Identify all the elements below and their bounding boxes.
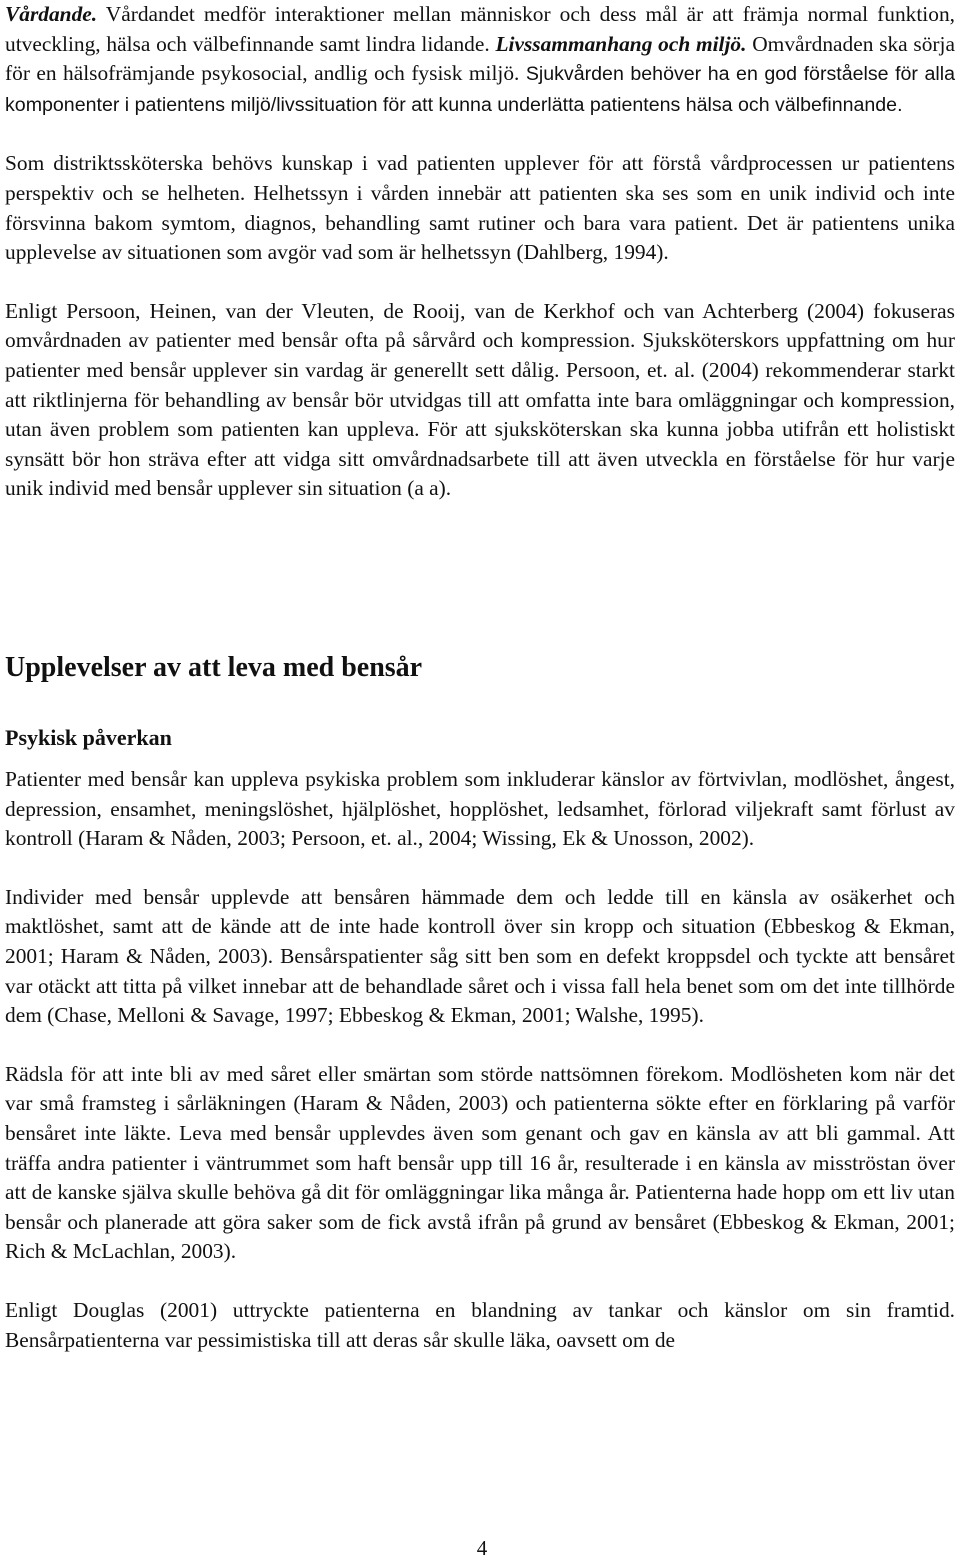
paragraph-persoon: Enligt Persoon, Heinen, van der Vleuten, de Rooij, van de Kerkhof och van Achterberg (2004) fokuseras omvårdnaden av patienter med bensår ofta på sårvård och kompression. Sjuksköterskors uppfattning om hur patienter med bensår upplever sin vardag är generellt sett dålig. Persoon, et. al. (2004) rekommenderar starkt att riktlinjerna för behandling av bensår bör utvidgas till att omfatta inte bara omläggningar och kompression, utan även problem som patienten kan uppleva. För att sjuksköterskan ska kunna jobba utifrån ett holistiskt synsätt bör hon sträva efter att vidga sitt omvårdnadsarbete till att även utveckla en förståelse för hur varje unik individ med bensår upplever sin situation (a a). [5,298,955,501]
paragraph-helhetssyn: Som distriktssköterska behövs kunskap i vad patienten upplever för att förstå vårdprocessen ur patientens perspektiv och se helheten. Helhetssyn i vården innebär att patienten ska ses som en unik individ och inte försvinna bakom symtom, diagnos, behandling samt rutiner och bara vara patient. Det är patientens unika upplevelse av situationen som avgör vad som är helhetssyn (Dahlberg, 1994). [5,151,955,265]
text-sjukvarden: Sjukvården behöver ha en god förståelse för alla komponenter i patientens miljö/livssituation för att kunna underlätta patientens hälsa och välbefinnande. [5,63,955,116]
section-heading: Upplevelser av att leva med bensår [5,652,423,683]
text-livssammanhang: Omvårdnaden ska sörja för en hälsofrämjande psykosocial, andlig och fysisk miljö. [5,31,955,86]
paragraph-intro [5,0,955,120]
paragraph-radsla: Rädsla för att inte bli av med såret eller smärtan som störde nattsömnen förekom. Modlösheten kom när det var små framsteg i sårläkningen (Haram & Nåden, 2003) och patienterna sökte efter en förklaring på varför bensåret inte läkte. Leva med bensår upplevdes även som genant och gav en känsla av att bli gammal. Att träffa andra patienter i väntrummet som haft bensår upp till 16 år, resulterade i en känsla av misströstan över att de kanske själva skulle behöva gå dit för omläggningar lika många år. Patienterna hade hopp om ett liv utan bensår och planerade att göra saker som de fick avstå ifrån på grund av bensåret (Ebbeskog & Ekman, 2001; Rich & McLachlan, 2003). [5,1061,955,1264]
paragraph-psykiska-problem: Patienter med bensår kan uppleva psykiska problem som inkluderar känslor av förtvivlan, modlöshet, ångest, depression, ensamhet, meningslöshet, hjälplöshet, hopplöshet, ledsamhet, förlorad viljekraft samt förlust av kontroll (Haram & Nåden, 2003; Persoon, et. al., 2004; Wissing, Ek & Unosson, 2002). [5,767,955,851]
body-text-bottom [5,765,955,1355]
paragraph-individer: Individer med bensår upplevde att bensåren hämmade dem och ledde till en känsla av osäkerhet och maktlöshet, samt att de kände att de inte hade kontroll över sin kropp och situation (Ebbeskog & Ekman, 2001; Haram & Nåden, 2003). Bensårspatienter såg sitt ben som en defekt kroppsdel och tyckte att bensåret var otäckt att titta på vilket innebar att de behandlade såret och i vissa fall hela benet som om det inte tillhörde dem (Chase, Melloni & Savage, 1997; Ebbeskog & Ekman, 2001; Walshe, 1995). [5,884,955,1028]
page-number: 4 [476,1536,488,1560]
paragraph-douglas: Enligt Douglas (2001) uttryckte patienterna en blandning av tankar och känslor om sin framtid. Bensårpatienterna var pessimistiska till att deras sår skulle läka, oavsett om de [5,1297,955,1352]
text-vardande: Vårdandet medför interaktioner mellan människor och dess mål är att främja normal funktion, utveckling, hälsa och välbefinnande samt lindra lidande. [5,2,955,56]
body-text-top [5,0,955,504]
subsection-heading: Psykisk påverkan [5,725,172,750]
term-livssammanhang: Livssammanhang och miljö. [495,31,747,56]
term-vardande: Vårdande. [5,2,98,26]
